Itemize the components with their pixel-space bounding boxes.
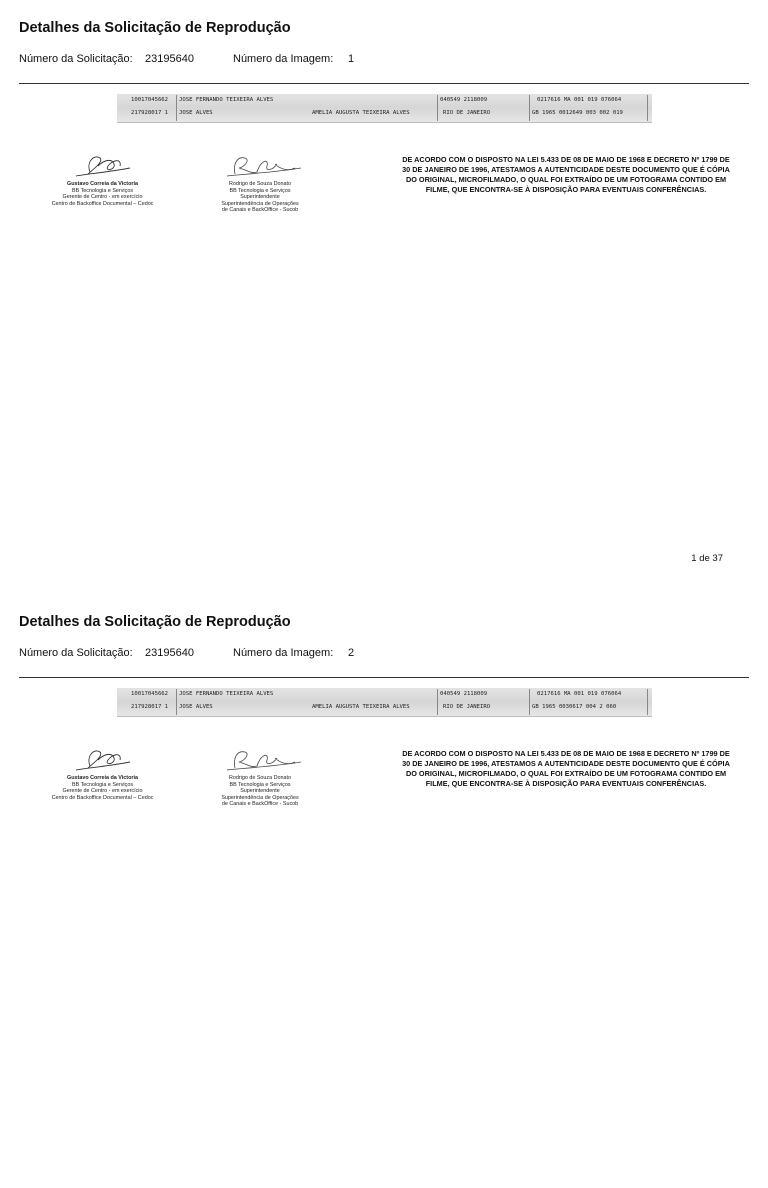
signature-2-role: Superintendente (240, 194, 280, 201)
page-title: Detalhes da Solicitação de Reprodução (19, 20, 291, 36)
signature-block-1 (40, 150, 165, 207)
microfilm-column-divider (647, 689, 648, 715)
request-number-value: 23195640 (145, 647, 194, 659)
microfilm-code: 10017045662 (131, 97, 169, 103)
header-divider (19, 83, 749, 84)
microfilm-father: JOSE ALVES (179, 704, 213, 710)
microfilm-ref-2: GB 1965 0012649 003 002 019 (532, 110, 623, 116)
signature-2-name: Rodrigo de Souza Donato (228, 775, 292, 781)
signature-2-role: Superintendente (240, 788, 280, 795)
signature-2-dept-2: de Canais e BackOffice - Sucob (221, 801, 299, 808)
page-title: Detalhes da Solicitação de Reprodução (19, 614, 291, 630)
signature-2-name: Rodrigo de Souza Donato (228, 181, 292, 187)
microfilm-ref: 0217616 MA 001 019 076064 (537, 691, 622, 697)
document-page-2 (0, 594, 768, 1188)
microfilm-father: JOSE ALVES (179, 110, 213, 116)
request-number-label: Número da Solicitação: (19, 647, 133, 659)
microfilm-ref-2: GB 1965 0030617 004 2 060 (532, 704, 617, 710)
request-number-value: 23195640 (145, 53, 194, 65)
authenticity-notice: DE ACORDO COM O DISPOSTO NA LEI 5.433 DE 08 DE MAIO DE 1968 E DECRETO Nº 1799 DE 30 DE JANEIRO DE 1996, ATESTAMOS A AUTENTICIDADE DESTE DOCUMENTO QUE É CÓPIA DO ORIGINAL, MICROFILMADO, O QUAL FOI EXTRAÍDO DE UM FOTOGRAMA CONTIDO EM FILME, QUE ENCONTRA-SE À DISPOSIÇÃO PARA EVENTUAIS CONFERÊNCIAS. (402, 155, 730, 194)
signature-2-dept: Superintendência de Operações (221, 200, 299, 207)
signature-1-dept: Centro de Backoffice Documental – Cedoc (51, 794, 154, 801)
signature-2-image (217, 744, 303, 774)
microfilm-column-divider (176, 95, 177, 121)
request-number-label: Número da Solicitação: (19, 53, 133, 65)
microfilm-record-image (117, 688, 652, 717)
microfilm-city: RIO DE JANEIRO (443, 704, 491, 710)
signature-2-company: BB Tecnologia e Serviços (229, 187, 291, 194)
microfilm-mother: AMELIA AUGUSTA TEIXEIRA ALVES (312, 704, 410, 710)
signature-2-company: BB Tecnologia e Serviços (229, 781, 291, 788)
authenticity-notice: DE ACORDO COM O DISPOSTO NA LEI 5.433 DE 08 DE MAIO DE 1968 E DECRETO Nº 1799 DE 30 DE JANEIRO DE 1996, ATESTAMOS A AUTENTICIDADE DESTE DOCUMENTO QUE É CÓPIA DO ORIGINAL, MICROFILMADO, O QUAL FOI EXTRAÍDO DE UM FOTOGRAMA CONTIDO EM FILME, QUE ENCONTRA-SE À DISPOSIÇÃO PARA EVENTUAIS CONFERÊNCIAS. (402, 749, 730, 788)
microfilm-column-divider (176, 689, 177, 715)
signature-1-name: Gustavo Correia da Victoria (67, 181, 138, 187)
microfilm-column-divider (437, 95, 438, 121)
signature-block-1 (40, 744, 165, 801)
microfilm-column-divider (647, 95, 648, 121)
signature-block-2 (205, 744, 315, 808)
image-number-value: 2 (348, 647, 355, 659)
page-counter: 1 de 37 (691, 553, 723, 564)
microfilm-record-image (117, 94, 652, 123)
microfilm-name: JOSE FERNANDO TEIXEIRA ALVES (179, 691, 274, 697)
microfilm-mother: AMELIA AUGUSTA TEIXEIRA ALVES (312, 110, 410, 116)
image-number-value: 1 (348, 53, 355, 65)
signature-1-image (68, 744, 138, 774)
microfilm-code: 10017045662 (131, 691, 169, 697)
microfilm-column-divider (437, 689, 438, 715)
signature-1-dept: Centro de Backoffice Documental – Cedoc (51, 200, 154, 207)
microfilm-date: 040549 2118009 (440, 97, 488, 103)
signature-1-role: Gerente de Centro - em exercício (62, 194, 143, 201)
image-number-label: Número da Imagem: (233, 53, 334, 65)
microfilm-city: RIO DE JANEIRO (443, 110, 491, 116)
signature-block-2 (205, 150, 315, 214)
header-divider (19, 677, 749, 678)
microfilm-column-divider (529, 689, 530, 715)
signature-1-company: BB Tecnologia e Serviços (71, 187, 134, 194)
microfilm-code-2: 217928017 1 (131, 110, 169, 116)
microfilm-code-2: 217928017 1 (131, 704, 169, 710)
image-number-label: Número da Imagem: (233, 647, 334, 659)
signature-1-image (68, 150, 138, 180)
signature-1-name: Gustavo Correia da Victoria (67, 775, 138, 781)
signature-2-dept: Superintendência de Operações (221, 794, 299, 801)
signature-1-role: Gerente de Centro - em exercício (62, 788, 143, 795)
signature-1-company: BB Tecnologia e Serviços (71, 781, 134, 788)
microfilm-column-divider (529, 95, 530, 121)
microfilm-date: 040549 2118009 (440, 691, 488, 697)
signature-2-dept-2: de Canais e BackOffice - Sucob (221, 207, 299, 214)
signature-2-image (217, 150, 303, 180)
microfilm-ref: 0217616 MA 001 019 076064 (537, 97, 622, 103)
microfilm-name: JOSE FERNANDO TEIXEIRA ALVES (179, 97, 274, 103)
